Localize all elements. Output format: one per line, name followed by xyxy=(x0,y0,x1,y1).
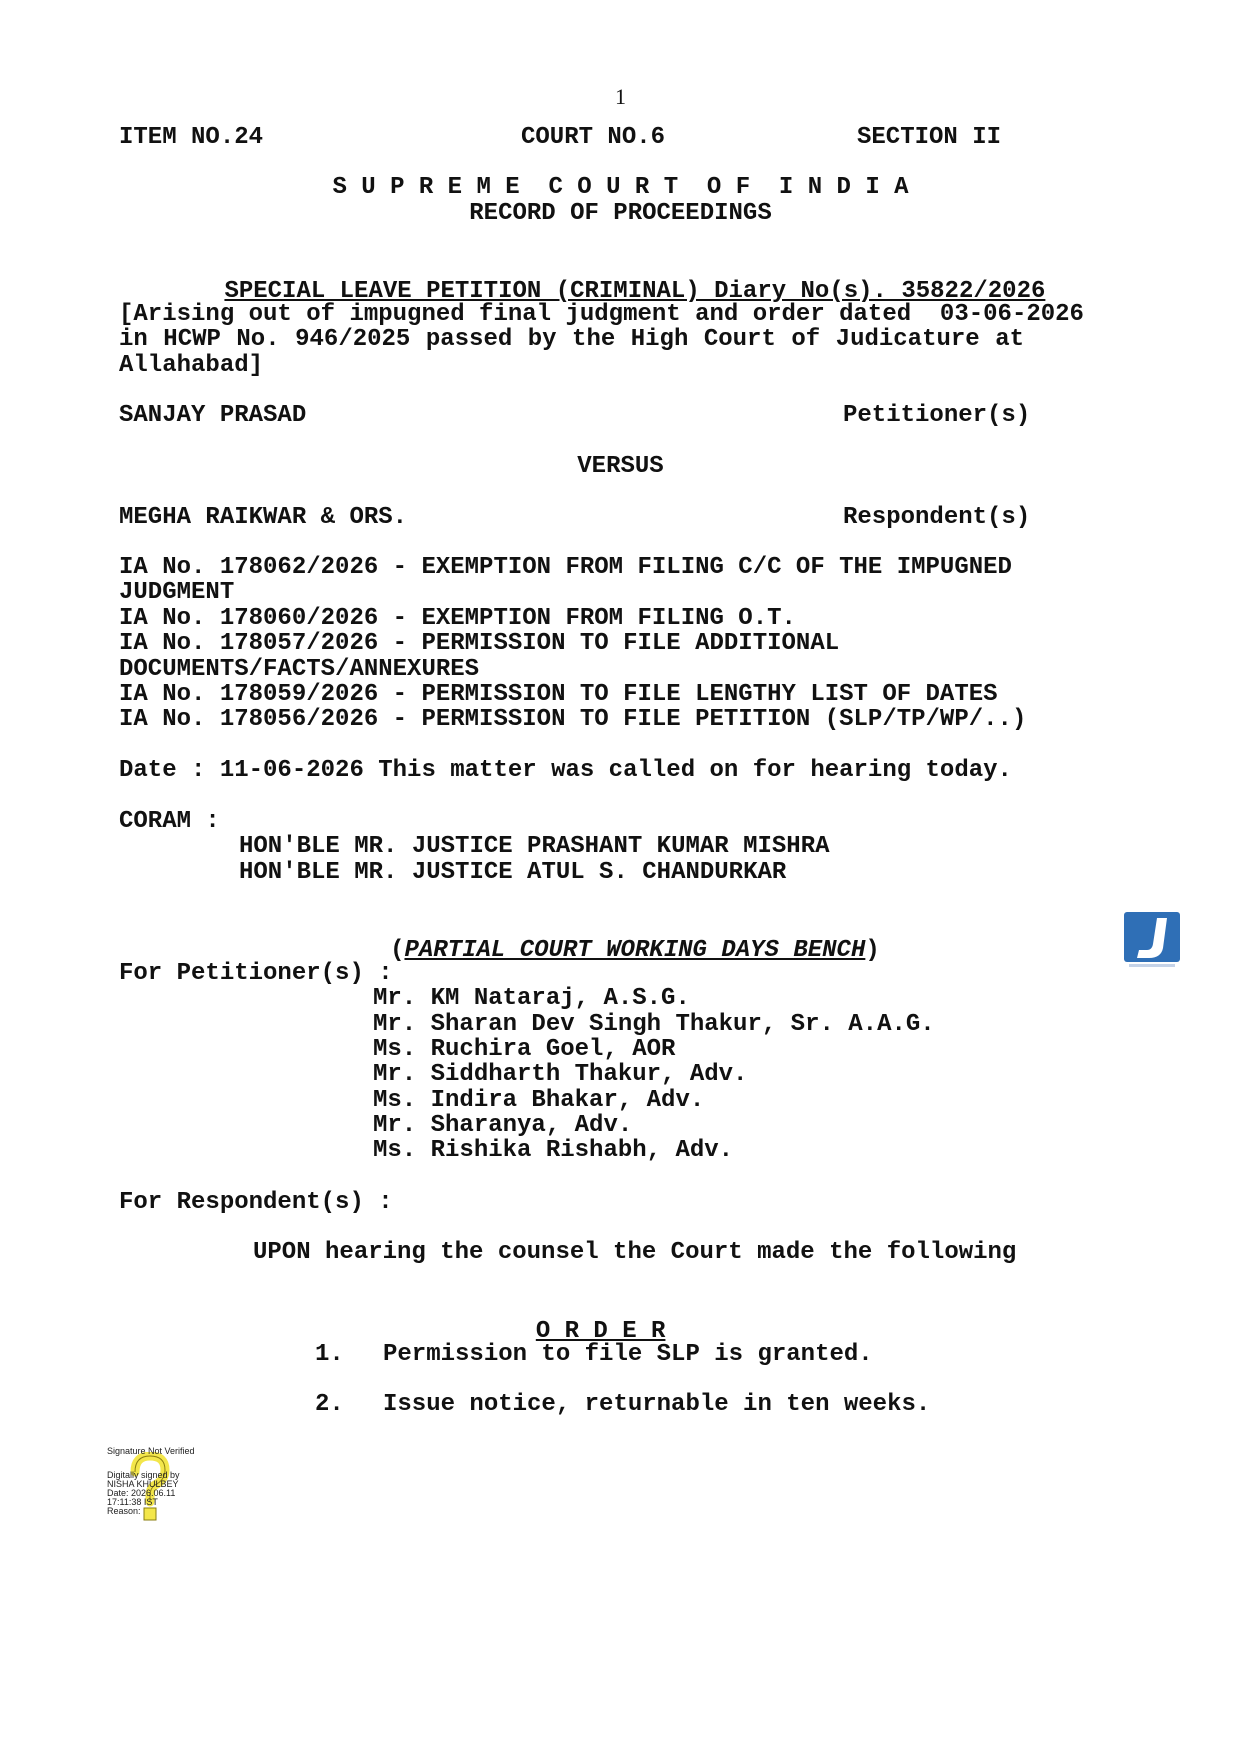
counsel-name: Mr. Siddharth Thakur, Adv. xyxy=(373,1061,748,1088)
counsel-name: Mr. KM Nataraj, A.S.G. xyxy=(373,985,690,1012)
upon-hearing-line: UPON hearing the counsel the Court made the following xyxy=(253,1239,1017,1266)
order-item-number: 1. xyxy=(315,1341,344,1368)
item-number: ITEM NO.24 xyxy=(119,124,264,151)
hearing-date-line: Date : 11-06-2026 This matter was called on for hearing today. xyxy=(119,757,1012,784)
arising-line-1: [Arising out of impugned final judgment and order dated 03-06-2026 xyxy=(119,301,1084,328)
order-item-number: 2. xyxy=(315,1391,344,1418)
counsel-name: Mr. Sharanya, Adv. xyxy=(373,1112,633,1139)
ia-line: IA No. 178056/2026 - PERMISSION TO FILE PETITION (SLP/TP/WP/..) xyxy=(119,706,1027,733)
counsel-name: Ms. Rishika Rishabh, Adv. xyxy=(373,1137,734,1164)
page-number: 1 xyxy=(615,84,626,109)
bench-name: PARTIAL COURT WORKING DAYS BENCH xyxy=(404,937,866,964)
petition-title: SPECIAL LEAVE PETITION (CRIMINAL) Diary No(s). 35822/2026 xyxy=(224,278,1046,305)
signature-status: Signature Not Verified xyxy=(107,1446,195,1456)
coram-label: CORAM : xyxy=(119,808,220,835)
section-label: SECTION II xyxy=(857,124,1002,151)
petitioner-name: SANJAY PRASAD xyxy=(119,402,307,429)
bench-open-paren: ( xyxy=(390,937,405,964)
ia-line: IA No. 178057/2026 - PERMISSION TO FILE ADDITIONAL xyxy=(119,630,840,657)
counsel-name: Ms. Indira Bhakar, Adv. xyxy=(373,1087,705,1114)
ia-line: IA No. 178060/2026 - EXEMPTION FROM FILING O.T. xyxy=(119,605,796,632)
versus: VERSUS xyxy=(577,453,664,480)
for-respondent-label: For Respondent(s) : xyxy=(119,1189,393,1216)
court-number: COURT NO.6 xyxy=(521,124,666,151)
judge-name: HON'BLE MR. JUSTICE PRASHANT KUMAR MISHRA xyxy=(239,833,830,860)
signature-digitally-signed: Digitally signed by xyxy=(107,1470,180,1480)
for-petitioner-label: For Petitioner(s) : xyxy=(119,960,393,987)
petitioner-label: Petitioner(s) xyxy=(843,402,1031,429)
signature-signer: NISHA KHULBEY xyxy=(107,1479,179,1489)
counsel-name: Ms. Ruchira Goel, AOR xyxy=(373,1036,676,1063)
judge-name: HON'BLE MR. JUSTICE ATUL S. CHANDURKAR xyxy=(239,859,787,886)
ia-line: IA No. 178059/2026 - PERMISSION TO FILE LENGTHY LIST OF DATES xyxy=(119,681,998,708)
order-item-text: Issue notice, returnable in ten weeks. xyxy=(383,1391,931,1418)
ia-line: DOCUMENTS/FACTS/ANNEXURES xyxy=(119,656,480,683)
signature-reason: Reason: xyxy=(107,1506,141,1516)
arising-line-2: in HCWP No. 946/2025 passed by the High Court of Judicature at xyxy=(119,326,1024,353)
respondent-label: Respondent(s) xyxy=(843,504,1031,531)
signature-date: Date: 2026.06.11 xyxy=(107,1488,176,1498)
ia-line: IA No. 178062/2026 - EXEMPTION FROM FILING C/C OF THE IMPUGNED xyxy=(119,554,1012,581)
signature-time: 17:11:38 IST xyxy=(107,1497,158,1507)
counsel-name: Mr. Sharan Dev Singh Thakur, Sr. A.A.G. xyxy=(373,1011,935,1038)
bench-close-paren: ) xyxy=(865,937,880,964)
digital-signature-block xyxy=(107,1446,217,1526)
record-title: RECORD OF PROCEEDINGS xyxy=(469,200,772,227)
court-title: S U P R E M E C O U R T O F I N D I A xyxy=(332,174,909,201)
arising-line-3: Allahabad] xyxy=(119,352,264,379)
order-item-text: Permission to file SLP is granted. xyxy=(383,1341,873,1368)
ia-line: JUDGMENT xyxy=(119,579,235,606)
order-title: O R D E R xyxy=(535,1318,666,1345)
respondent-name: MEGHA RAIKWAR & ORS. xyxy=(119,504,408,531)
